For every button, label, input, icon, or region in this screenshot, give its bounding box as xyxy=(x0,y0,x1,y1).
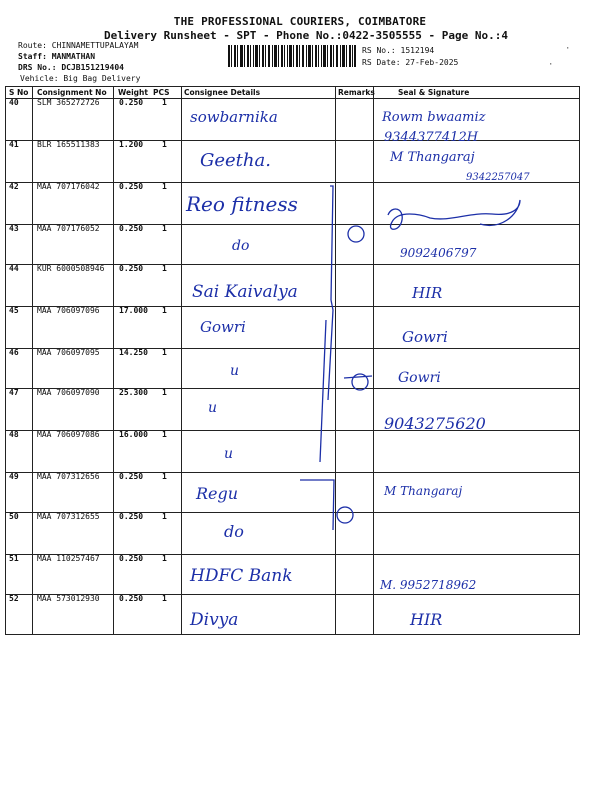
pieces-count: 1 xyxy=(162,140,167,149)
rs-date: RS Date: 27-Feb-2025 xyxy=(362,58,459,67)
table-rule xyxy=(5,86,6,634)
col-header-remarks: Remarks xyxy=(338,88,375,97)
consignment-number: MAA 707176042 xyxy=(37,182,100,191)
drs-label: DRS No.: DCJB151219404 xyxy=(18,63,124,72)
weight-value: 25.300 xyxy=(119,388,148,397)
consignment-number: MAA 110257467 xyxy=(37,554,100,563)
company-title: THE PROFESSIONAL COURIERS, COIMBATORE xyxy=(173,15,427,28)
staff-label: Staff: MANMATHAN xyxy=(18,52,96,61)
consignee-handwriting: do xyxy=(232,238,250,254)
table-rule xyxy=(113,86,114,634)
col-header-details: Consignee Details xyxy=(184,88,261,97)
signature-handwriting: 9092406797 xyxy=(400,246,477,260)
row-serial-number: 49 xyxy=(9,472,19,481)
consignee-handwriting: Reo fitness xyxy=(186,192,298,216)
consignee-handwriting: Sai Kaivalya xyxy=(192,282,298,302)
row-serial-number: 40 xyxy=(9,98,19,107)
col-header-pcs: PCS xyxy=(153,88,170,97)
signature-handwriting: Gowri xyxy=(402,328,448,346)
table-rule xyxy=(5,634,580,635)
row-serial-number: 44 xyxy=(9,264,19,273)
signature-handwriting: 9043275620 xyxy=(384,414,486,433)
signature-handwriting: M. 9952718962 xyxy=(380,578,477,592)
consignee-handwriting: u xyxy=(224,446,234,462)
consignee-handwriting: Gowri xyxy=(200,318,246,336)
row-serial-number: 52 xyxy=(9,594,19,603)
signature-handwriting: Gowri xyxy=(398,370,441,386)
weight-value: 0.250 xyxy=(119,594,144,603)
col-header-sno: S No xyxy=(9,88,29,97)
pieces-count: 1 xyxy=(162,388,167,397)
weight-value: 0.250 xyxy=(119,472,144,481)
row-serial-number: 43 xyxy=(9,224,19,233)
pieces-count: 1 xyxy=(162,224,167,233)
weight-value: 16.000 xyxy=(119,430,148,439)
consignment-number: MAA 706097090 xyxy=(37,388,100,397)
consignee-handwriting: Divya xyxy=(190,610,239,630)
pieces-count: 1 xyxy=(162,306,167,315)
weight-value: 0.250 xyxy=(119,98,144,107)
rs-number: RS No.: 1512194 xyxy=(362,46,435,55)
table-rule xyxy=(5,86,580,87)
col-header-seal: Seal & Signature xyxy=(398,88,470,97)
consignment-number: MAA 706097095 xyxy=(37,348,100,357)
pieces-count: 1 xyxy=(162,182,167,191)
pieces-count: 1 xyxy=(162,512,167,521)
signature-handwriting: Rowm bwaamiz xyxy=(382,110,486,125)
col-header-weight: Weight xyxy=(118,88,148,97)
row-serial-number: 47 xyxy=(9,388,19,397)
consignment-number: MAA 707312655 xyxy=(37,512,100,521)
row-serial-number: 48 xyxy=(9,430,19,439)
pieces-count: 1 xyxy=(162,594,167,603)
consignment-number: BLR 165511383 xyxy=(37,140,100,149)
barcode-image xyxy=(228,45,356,67)
weight-value: 0.250 xyxy=(119,512,144,521)
consignment-number: MAA 706097096 xyxy=(37,306,100,315)
weight-value: 17.000 xyxy=(119,306,148,315)
signature-handwriting: HIR xyxy=(412,284,443,302)
consignment-number: SLM 365272726 xyxy=(37,98,100,107)
signature-handwriting: M Thangaraj xyxy=(390,150,475,165)
consignee-handwriting: sowbarnika xyxy=(190,108,278,126)
consignment-number: MAA 706097086 xyxy=(37,430,100,439)
weight-value: 0.250 xyxy=(119,264,144,273)
row-serial-number: 51 xyxy=(9,554,19,563)
consignment-number: KUR 6000508946 xyxy=(37,264,105,273)
weight-value: 14.250 xyxy=(119,348,148,357)
row-serial-number: 50 xyxy=(9,512,19,521)
pieces-count: 1 xyxy=(162,430,167,439)
route-label: Route: CHINNAMETTUPALAYAM xyxy=(18,41,139,50)
mark-dot: · xyxy=(548,60,554,70)
consignee-handwriting: u xyxy=(230,363,240,379)
weight-value: 1.200 xyxy=(119,140,144,149)
pieces-count: 1 xyxy=(162,98,167,107)
table-rule xyxy=(32,86,33,634)
consignment-number: MAA 707312656 xyxy=(37,472,100,481)
col-header-consignment: Consignment No xyxy=(37,88,107,97)
row-serial-number: 45 xyxy=(9,306,19,315)
weight-value: 0.250 xyxy=(119,554,144,563)
pieces-count: 1 xyxy=(162,264,167,273)
consignee-handwriting: Regu xyxy=(196,484,239,503)
consignee-handwriting: Geetha. xyxy=(200,150,271,171)
consignee-handwriting: u xyxy=(208,400,218,416)
mark-dot: · xyxy=(565,44,571,54)
consignment-number: MAA 707176052 xyxy=(37,224,100,233)
consignment-number: MAA 573012930 xyxy=(37,594,100,603)
signature-handwriting: M Thangaraj xyxy=(384,484,463,498)
weight-value: 0.250 xyxy=(119,224,144,233)
runsheet-subtitle: Delivery Runsheet - SPT - Phone No.:0422-3505555 - Page No.:4 xyxy=(104,29,508,42)
row-serial-number: 41 xyxy=(9,140,19,149)
table-rule xyxy=(181,86,182,634)
consignee-handwriting: HDFC Bank xyxy=(190,566,293,586)
pieces-count: 1 xyxy=(162,348,167,357)
weight-value: 0.250 xyxy=(119,182,144,191)
vehicle-label: Vehicle: Big Bag Delivery xyxy=(20,74,141,83)
pieces-count: 1 xyxy=(162,472,167,481)
row-serial-number: 42 xyxy=(9,182,19,191)
consignee-handwriting: do xyxy=(224,522,244,541)
signature-phone-handwriting: 9342257047 xyxy=(466,172,530,183)
row-serial-number: 46 xyxy=(9,348,19,357)
table-rule xyxy=(373,86,374,634)
signature-phone-handwriting: 9344377412H xyxy=(384,130,479,145)
runsheet-table xyxy=(5,86,580,634)
signature-handwriting: HIR xyxy=(410,610,443,629)
table-rule xyxy=(335,86,336,634)
table-rule xyxy=(579,86,580,634)
pieces-count: 1 xyxy=(162,554,167,563)
